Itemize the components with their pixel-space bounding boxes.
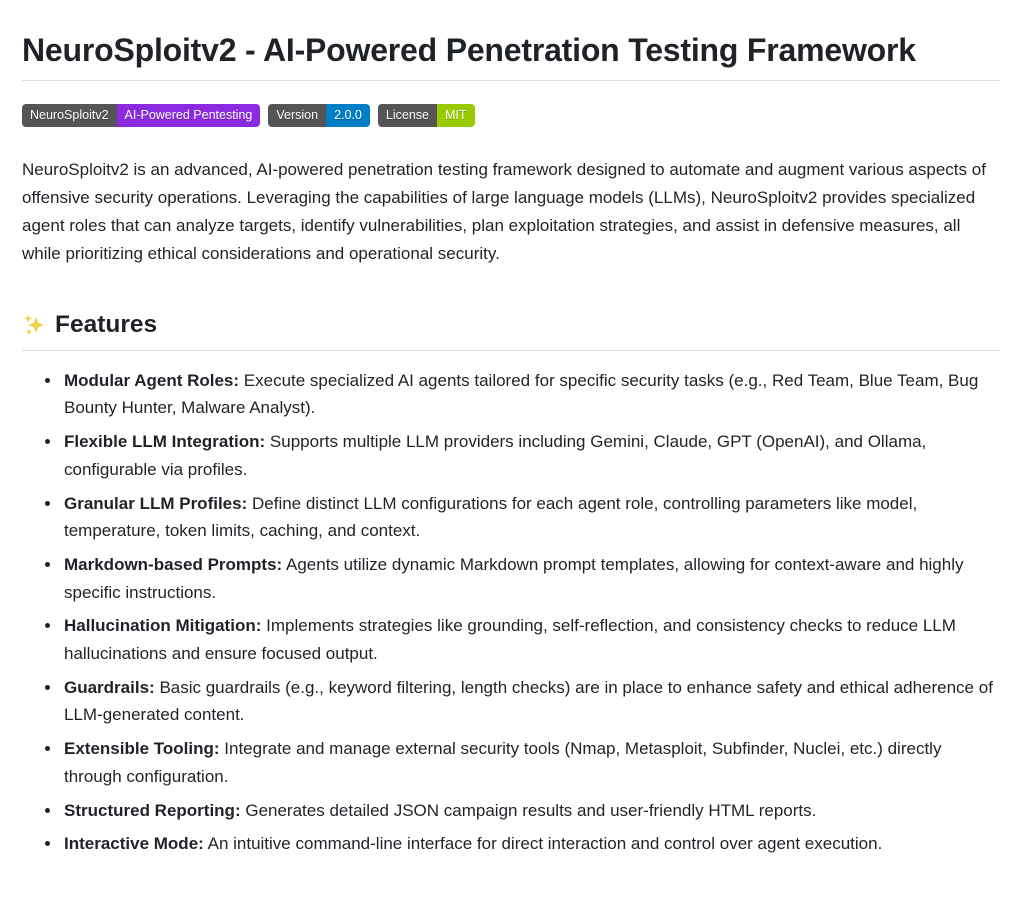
feature-label: Guardrails:	[64, 677, 155, 697]
features-heading	[22, 311, 1000, 351]
feature-label: Interactive Mode:	[64, 834, 204, 854]
feature-text: An intuitive command-line interface for direct interaction and control over agent execution.	[207, 834, 883, 854]
feature-item	[62, 551, 1000, 606]
license-badge-value: MIT	[437, 104, 475, 127]
feature-label: Granular LLM Profiles:	[64, 493, 248, 513]
project-description: NeuroSploitv2 is an advanced, AI-powered penetration testing framework designed to automate and augment various aspects of offensive security operations. Leveraging the capabilities of large language models (LLMs), NeuroSploitv2 provides specialized agent roles that can analyze targets, identify vulnerabilities, plan exploitation strategies, and assist in defensive measures, all while prioritizing ethical considerations and operational security.	[22, 159, 986, 263]
page-title: NeuroSploitv2 - AI-Powered Penetration Testing Framework	[22, 26, 1000, 81]
feature-text: Supports multiple LLM providers including Gemini, Claude, GPT (OpenAI), and Ollama, configurable via profiles.	[64, 432, 927, 479]
feature-item	[62, 830, 1000, 858]
feature-label: Markdown-based Prompts:	[64, 554, 283, 574]
project-badge-label: NeuroSploitv2	[22, 104, 117, 127]
feature-item	[62, 674, 1000, 729]
project-badge	[22, 104, 260, 127]
feature-label: Modular Agent Roles:	[64, 370, 240, 390]
feature-label: Flexible LLM Integration:	[64, 432, 266, 452]
feature-text: Execute specialized AI agents tailored for specific security tasks (e.g., Red Team, Blue Team, Bug Bounty Hunter, Malware Analyst).	[64, 370, 979, 418]
project-badge-value: AI-Powered Pentesting	[117, 104, 261, 127]
feature-label: Structured Reporting:	[64, 800, 241, 820]
feature-text: Basic guardrails (e.g., keyword filtering, length checks) are in place to enhance safety and ethical adherence of LLM-generated content.	[64, 677, 993, 725]
version-badge-value: 2.0.0	[326, 104, 370, 127]
feature-text: Generates detailed JSON campaign results and user-friendly HTML reports.	[245, 800, 817, 820]
feature-text: Integrate and manage external security tools (Nmap, Metasploit, Subfinder, Nuclei, etc.) directly through configuration.	[64, 739, 942, 786]
sparkles-icon	[22, 313, 46, 337]
license-badge	[378, 104, 475, 127]
license-badge-label: License	[378, 104, 437, 127]
feature-label: Hallucination Mitigation:	[64, 616, 262, 636]
badge-row	[22, 104, 1000, 127]
version-badge-label: Version	[268, 104, 326, 127]
feature-text: Agents utilize dynamic Markdown prompt templates, allowing for context-aware and highly specific instructions.	[64, 554, 964, 602]
feature-item	[62, 735, 1000, 790]
feature-text: Define distinct LLM configurations for each agent role, controlling parameters like model, temperature, token limits, caching, and context.	[64, 493, 918, 541]
feature-item	[62, 612, 1000, 667]
feature-item	[62, 797, 1000, 825]
features-heading-label: Features	[55, 310, 158, 338]
feature-item	[62, 428, 1000, 483]
feature-list	[22, 367, 1000, 858]
version-badge	[268, 104, 370, 127]
feature-item	[62, 367, 1000, 422]
feature-label: Extensible Tooling:	[64, 739, 220, 759]
feature-text: Implements strategies like grounding, self-reflection, and consistency checks to reduce LLM hallucinations and ensure focused output.	[64, 616, 956, 664]
feature-item	[62, 490, 1000, 545]
